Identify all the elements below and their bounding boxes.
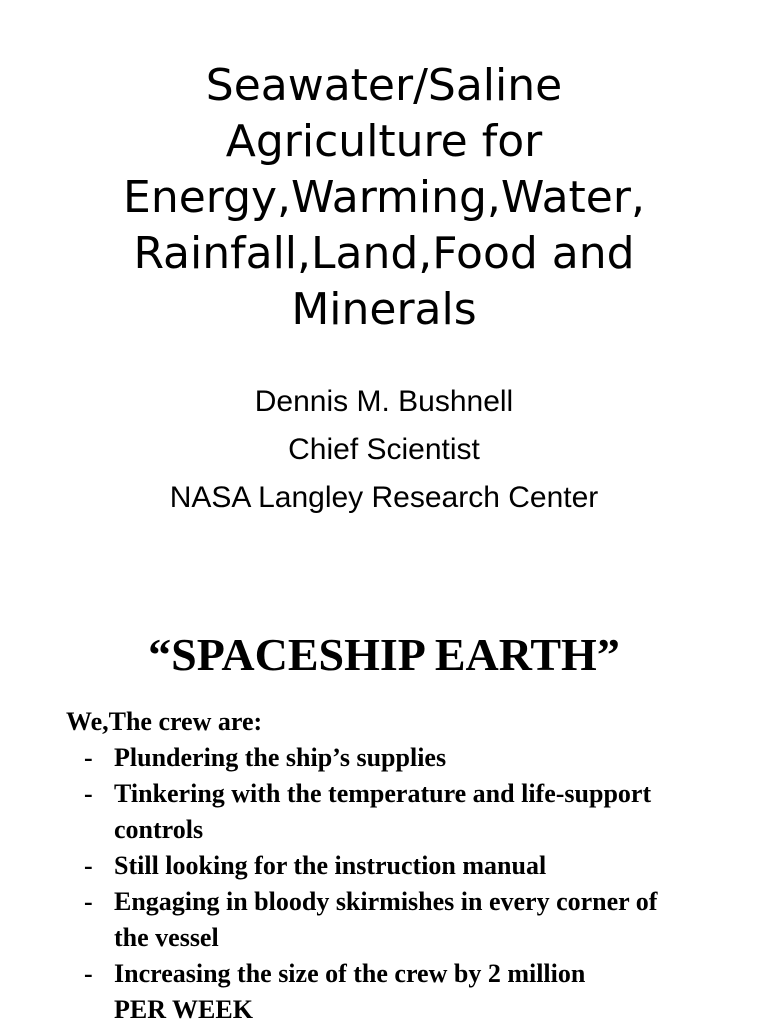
title-line: Seawater/Saline — [205, 60, 563, 111]
list-item — [84, 884, 754, 956]
bullet-text — [114, 956, 754, 1028]
author-block — [0, 378, 768, 522]
list-item — [84, 776, 754, 848]
list-item — [84, 848, 754, 884]
title-line: Agriculture for — [225, 116, 543, 167]
bullet-line: Increasing the size of the crew by 2 million — [114, 959, 586, 988]
title-line: Minerals — [291, 284, 477, 335]
bullet-line: Still looking for the instruction manual — [114, 851, 547, 880]
bullet-line: Tinkering with the temperature and life-support — [114, 779, 652, 808]
bullet-marker: - — [84, 743, 93, 772]
bullet-text — [114, 884, 754, 956]
bullet-list — [84, 740, 754, 1028]
title-line: Energy,Warming,Water, — [123, 172, 645, 223]
section-heading: “SPACESHIP EARTH” — [148, 629, 620, 680]
author-name: Dennis M. Bushnell — [254, 385, 514, 418]
author-role: Chief Scientist — [288, 433, 480, 466]
bullet-line: Plundering the ship’s supplies — [114, 743, 447, 772]
bullet-line: controls — [114, 815, 204, 844]
bullet-line: PER WEEK — [114, 995, 253, 1024]
crew-intro: We,The crew are: — [66, 707, 263, 736]
bullet-marker: - — [84, 887, 93, 916]
list-item — [84, 956, 754, 1028]
bullet-text — [114, 776, 754, 848]
bullet-text — [114, 848, 754, 884]
author-organization: NASA Langley Research Center — [169, 481, 599, 514]
bullet-line: the vessel — [114, 923, 219, 952]
presentation-title — [0, 58, 768, 338]
list-item — [84, 740, 754, 776]
bullet-marker: - — [84, 851, 93, 880]
bullet-marker: - — [84, 959, 93, 988]
title-line: Rainfall,Land,Food and — [133, 228, 635, 279]
bullet-marker: - — [84, 779, 93, 808]
bullet-line: Engaging in bloody skirmishes in every corner of — [114, 887, 658, 916]
bullet-text — [114, 740, 754, 776]
